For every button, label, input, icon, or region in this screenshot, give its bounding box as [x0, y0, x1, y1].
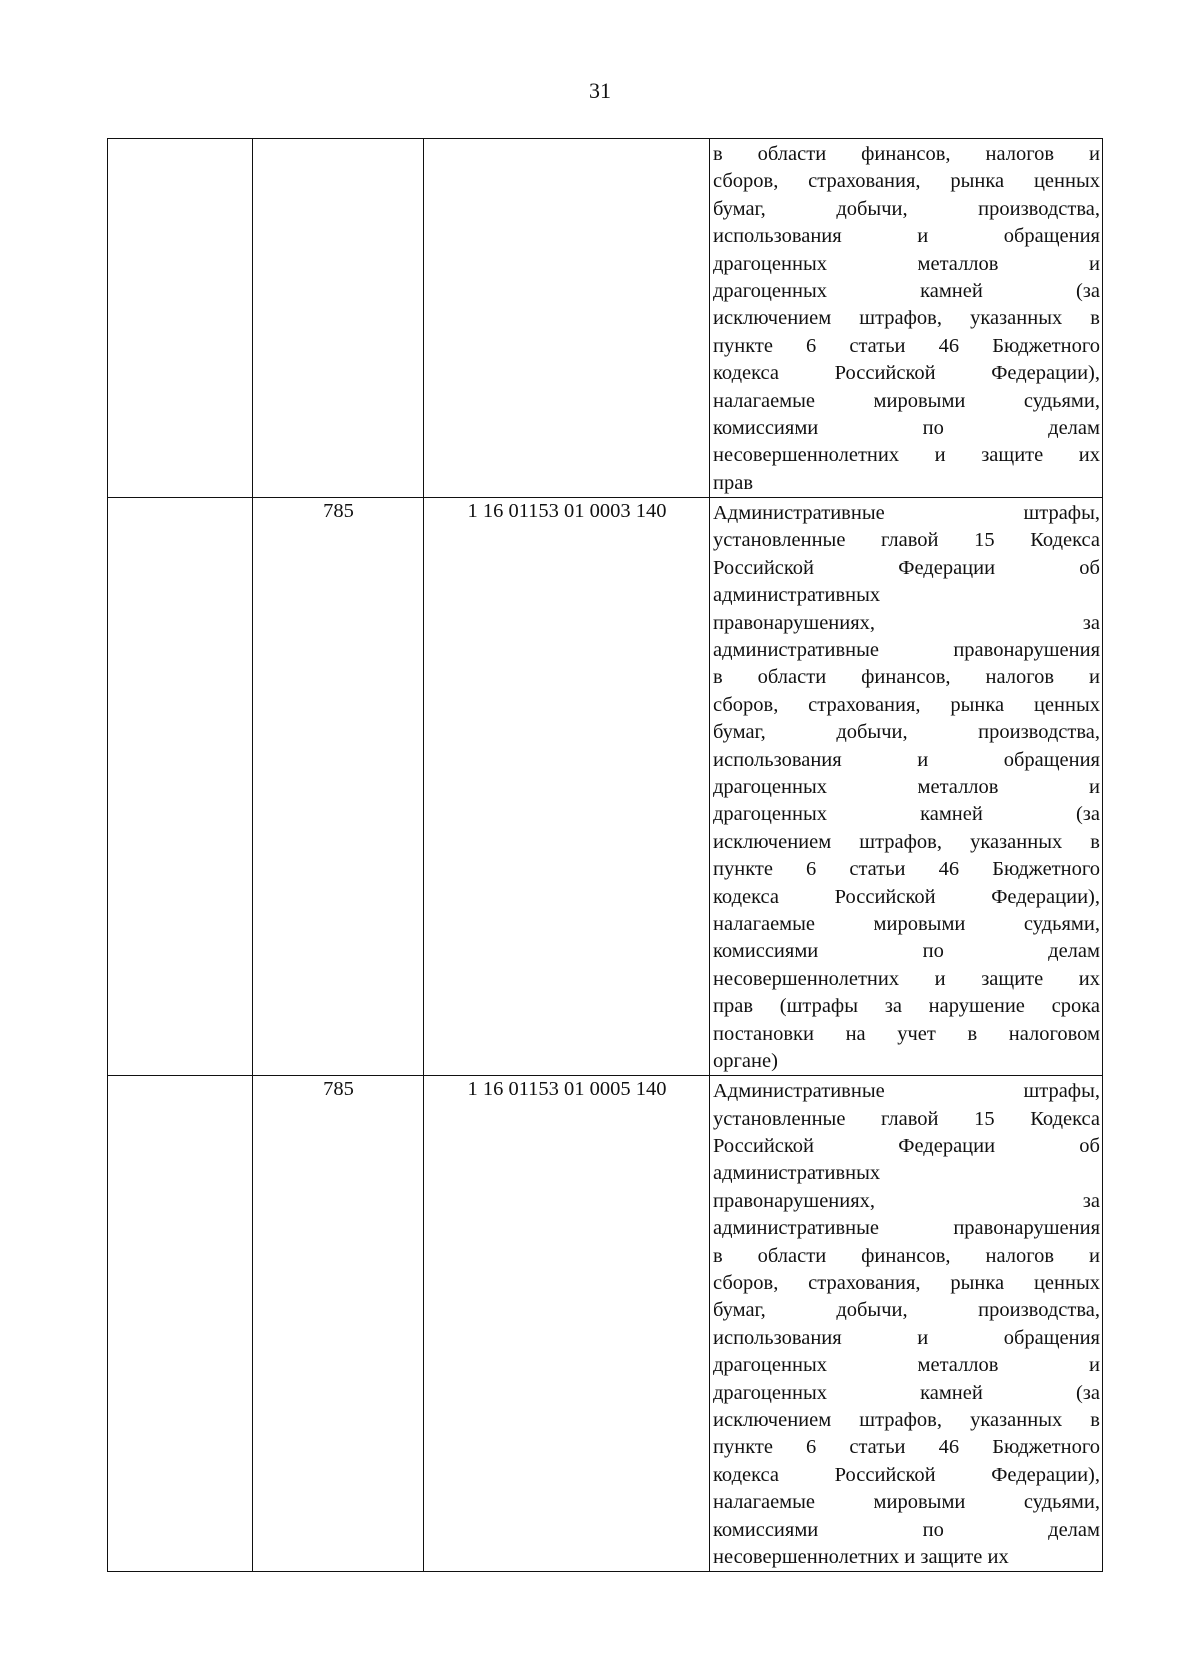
admin-code-cell	[253, 1076, 424, 1572]
col1-text	[108, 139, 252, 141]
description-line: Административные штрафы,	[713, 1080, 1100, 1103]
description-line: Российской Федерации об	[713, 1135, 1100, 1158]
description-line: использования и обращения	[713, 1326, 1100, 1349]
col1-text	[108, 1076, 252, 1078]
description-line: административные правонарушения	[713, 639, 1100, 662]
table-body	[108, 139, 1103, 1572]
description-line: исключением штрафов, указанных в	[713, 1408, 1100, 1431]
description-line: кодекса Российской Федерации),	[713, 885, 1100, 908]
col1-cell	[108, 139, 253, 498]
description-line: сборов, страхования, рынка ценных	[713, 693, 1100, 716]
table-row	[108, 498, 1103, 1076]
kbk-code-text: 1 16 01153 01 0003 140	[467, 500, 667, 523]
description-line: исключением штрафов, указанных в	[713, 307, 1100, 330]
admin-code-text: 785	[323, 500, 354, 523]
description-line: несовершеннолетних и защите их	[713, 967, 1100, 990]
description-line: драгоценных металлов и	[713, 775, 1100, 798]
description-line: правонарушениях, за	[713, 611, 1100, 634]
kbk-code-text	[424, 139, 709, 141]
description-line: пункте 6 статьи 46 Бюджетного	[713, 858, 1100, 881]
description-line: драгоценных камней (за	[713, 279, 1100, 302]
description-line: бумаг, добычи, производства,	[713, 197, 1100, 220]
description-line: пункте 6 статьи 46 Бюджетного	[713, 1436, 1100, 1459]
description-text	[710, 498, 1102, 1075]
kbk-code-cell	[424, 498, 710, 1076]
description-line: бумаг, добычи, производства,	[713, 721, 1100, 744]
description-line: налагаемые мировыми судьями,	[713, 1491, 1100, 1514]
description-line: пункте 6 статьи 46 Бюджетного	[713, 334, 1100, 357]
description-line: прав (штрафы за нарушение срока	[713, 995, 1100, 1018]
col1-text	[108, 498, 252, 500]
description-line: драгоценных камней (за	[713, 1381, 1100, 1404]
table-row	[108, 139, 1103, 498]
kbk-code-cell	[424, 1076, 710, 1572]
description-line: несовершеннолетних и защите их	[713, 1545, 1009, 1568]
description-line: Административные штрафы,	[713, 502, 1100, 525]
col1-cell	[108, 498, 253, 1076]
page-number: 31	[589, 78, 611, 103]
description-line: комиссиями по делам	[713, 416, 1100, 439]
description-line: использования и обращения	[713, 225, 1100, 248]
admin-code-cell	[253, 139, 424, 498]
description-line: правонарушениях, за	[713, 1189, 1100, 1212]
description-line: в области финансов, налогов и	[713, 666, 1100, 689]
description-line: сборов, страхования, рынка ценных	[713, 1272, 1100, 1295]
description-text	[710, 1076, 1102, 1571]
description-line: кодекса Российской Федерации),	[713, 362, 1100, 385]
description-line: исключением штрафов, указанных в	[713, 830, 1100, 853]
description-line: налагаемые мировыми судьями,	[713, 389, 1100, 412]
description-text	[710, 139, 1102, 497]
description-line: сборов, страхования, рынка ценных	[713, 170, 1100, 193]
description-cell	[710, 1076, 1103, 1572]
col1-cell	[108, 1076, 253, 1572]
kbk-code-text: 1 16 01153 01 0005 140	[467, 1078, 667, 1101]
description-line: Российской Федерации об	[713, 556, 1100, 579]
description-line: органе)	[713, 1049, 778, 1072]
description-line: административных	[713, 1162, 881, 1185]
description-line: бумаг, добычи, производства,	[713, 1299, 1100, 1322]
description-line: постановки на учет в налоговом	[713, 1022, 1100, 1045]
description-line: административных	[713, 584, 881, 607]
description-line: установленные главой 15 Кодекса	[713, 1107, 1100, 1130]
description-line: налагаемые мировыми судьями,	[713, 912, 1100, 935]
description-line: комиссиями по делам	[713, 1518, 1100, 1541]
description-line: прав	[713, 471, 753, 494]
description-line: несовершеннолетних и защите их	[713, 444, 1100, 467]
description-cell	[710, 498, 1103, 1076]
description-cell	[710, 139, 1103, 498]
description-line: установленные главой 15 Кодекса	[713, 529, 1100, 552]
description-line: использования и обращения	[713, 748, 1100, 771]
kbk-code-cell	[424, 139, 710, 498]
description-line: кодекса Российской Федерации),	[713, 1463, 1100, 1486]
description-line: комиссиями по делам	[713, 940, 1100, 963]
table-row	[108, 1076, 1103, 1572]
budget-codes-table	[107, 138, 1103, 1572]
description-line: в области финансов, налогов и	[713, 1244, 1100, 1267]
description-line: административные правонарушения	[713, 1217, 1100, 1240]
admin-code-text	[253, 139, 423, 141]
admin-code-text: 785	[323, 1078, 354, 1101]
description-line: драгоценных металлов и	[713, 252, 1100, 275]
admin-code-cell	[253, 498, 424, 1076]
description-line: в области финансов, налогов и	[713, 143, 1100, 165]
description-line: драгоценных камней (за	[713, 803, 1100, 826]
description-line: драгоценных металлов и	[713, 1354, 1100, 1377]
